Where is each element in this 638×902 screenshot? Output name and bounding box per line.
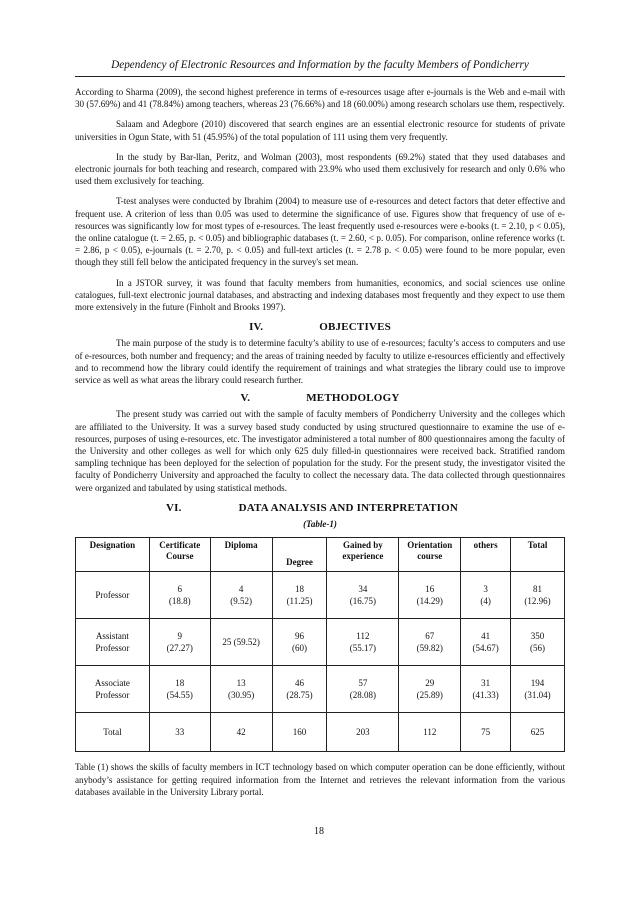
table-cell: 25 (59.52) <box>210 619 272 666</box>
header-certificate-course: Certificate Course <box>149 538 210 572</box>
heading-analysis-title: DATA ANALYSIS AND INTERPRETATION <box>238 501 459 514</box>
table-cell: 29 (25.89) <box>399 666 461 713</box>
paragraph-table-description: Table (1) shows the skills of faculty members in ICT technology based on which computer operation can be done efficiently, without anybody’s assistance for getting required information from the Internet and retrieves the relevant information from the various databases available in the University Library portal. <box>75 762 565 797</box>
heading-analysis-number: VI. <box>166 501 182 514</box>
cell-designation: Professor <box>76 572 150 619</box>
table-cell: 96 (60) <box>272 619 327 666</box>
table-caption: (Table-1) <box>303 519 337 530</box>
table-cell: 3 (4) <box>461 572 511 619</box>
running-header: Dependency of Electronic Resources and Information by the faculty Members of Pondicherry <box>111 59 529 71</box>
table-cell: 67 (59.82) <box>399 619 461 666</box>
paragraph-bar-ilan: In the study by Bar-llan, Peritz, and Wolman (2003), most respondents (69.2%) stated that they used databases and electronic journals for both teaching and research, compared with 23.9% who used them exclusively for research and only 0.6% who used them exclusively for teaching. <box>75 151 565 187</box>
table-cell: 13 (30.95) <box>210 666 272 713</box>
table-cell: 57 (28.08) <box>327 666 399 713</box>
heading-objectives-number: IV. <box>249 321 264 334</box>
table-cell: 18 (11.25) <box>272 572 327 619</box>
table-cell: 46 (28.75) <box>272 666 327 713</box>
table-cell: 16 (14.29) <box>399 572 461 619</box>
table-row <box>76 619 565 666</box>
table-cell: 42 <box>210 713 272 752</box>
cell-designation: Assistant Professor <box>76 619 150 666</box>
header-total: Total <box>511 538 565 572</box>
heading-methodology-number: V. <box>240 392 251 405</box>
table-cell: 31 (41.33) <box>461 666 511 713</box>
body-text <box>75 86 565 806</box>
heading-objectives-title: OBJECTIVES <box>319 321 391 334</box>
cell-designation: Total <box>76 713 150 752</box>
table-cell: 75 <box>461 713 511 752</box>
paragraph-ibrahim: T-test analyses were conducted by Ibrahim (2004) to measure use of e-resources and detect factors that deter effective and frequent use. A criterion of less than 0.05 was used to determine the significance of use. Figures show that frequency of use of e-resources was significantly low for most types of e-resources. The least frequently used e-resources were e-books (t. = 2.10, p < 0.05), the online catalogue (t. = 2.65, p. < 0.05) and bibliographic databases (t. = 2.60, < p. 0.05). For comparison, online reference works (t. = 2.86, p < 0.05), e-journals (t. = 2.70, p. < 0.05) and full-text articles (t. = 2.78 p. < 0.05) were found to be more popular, even though they still fell below the anticipated frequency in the survey's set mean. <box>75 196 565 268</box>
paragraph-methodology: The present study was carried out with the sample of faculty members of Pondicherry University and the colleges which are affiliated to the University. It was a survey based study conducted by using structured questionnaire to examine the use of e-resources, purposes of using e-resources, etc. The investigator administered a total number of 800 questionnaires among the faculty of the University and other colleges as well for which only 625 duly filled-in questionnaires were received back. Stratified random sampling technique has been deployed for the selection of population for the study. For the present study, the investigator visited the faculty of Pondicherry University and approached the faculty to collect the necessary data. The data collected through questionnaires were organized and tabulated by using statistical methods. <box>75 409 565 493</box>
heading-methodology-title: METHODOLOGY <box>306 392 400 405</box>
table-cell: 6 (18.8) <box>149 572 210 619</box>
table-cell: 203 <box>327 713 399 752</box>
heading-analysis <box>75 502 565 514</box>
table-cell: 350 (56) <box>511 619 565 666</box>
table-cell: 160 <box>272 713 327 752</box>
table-cell: 81 (12.96) <box>511 572 565 619</box>
data-table <box>75 537 565 752</box>
heading-objectives <box>75 321 565 333</box>
page-number: 18 <box>314 826 324 837</box>
table-body <box>76 572 565 752</box>
table-cell: 41 (54.67) <box>461 619 511 666</box>
table-cell: 4 (9.52) <box>210 572 272 619</box>
table-cell: 33 <box>149 713 210 752</box>
header-gained-by-experience: Gained by experience <box>327 538 399 572</box>
table-header-row <box>76 538 565 572</box>
paragraph-objectives: The main purpose of the study is to determine faculty’s ability to use of e-resources; faculty’s access to computers and use of e-resources, both number and frequency; and the areas of training needed by faculty to utilize e-resources efficiently and effectively and to recommend how the library could identify the requirement of trainings and what strategies the library could use to improve service as well as what areas the library could research further. <box>75 338 565 386</box>
header-rule <box>75 76 565 77</box>
table-row <box>76 666 565 713</box>
header-designation: Designation <box>76 538 150 572</box>
heading-methodology <box>75 392 565 404</box>
table-cell: 18 (54.55) <box>149 666 210 713</box>
header-degree: Degree <box>272 538 327 572</box>
table-cell: 112 <box>399 713 461 752</box>
table-cell: 9 (27.27) <box>149 619 210 666</box>
cell-designation: Associate Professor <box>76 666 150 713</box>
table-cell: 625 <box>511 713 565 752</box>
paragraph-salaam: Salaam and Adegbore (2010) discovered that search engines are an essential electronic resource for students of private universities in Ogun State, with 51 (45.95%) of the total population of 111 using them very frequently. <box>75 119 565 142</box>
table-cell: 34 (16.75) <box>327 572 399 619</box>
paragraph-jstor: In a JSTOR survey, it was found that faculty members from humanities, economics, and social sciences use online catalogues, full-text electronic journal databases, and abstracting and indexing databases most frequently and they expect to use them more extensively in the future (Finholt and Brooks 1997). <box>75 277 565 313</box>
header-diploma: Diploma <box>210 538 272 572</box>
header-orientation-course: Orientation course <box>399 538 461 572</box>
table-cell: 194 (31.04) <box>511 666 565 713</box>
paragraph-sharma: According to Sharma (2009), the second highest preference in terms of e-resources usage after e-journals is the Web and e-mail with 30 (57.69%) and 41 (78.84%) among teachers, whereas 23 (76.66%) and 18 (60.00%) among research scholars use them, respectively. <box>75 87 565 110</box>
header-others: others <box>461 538 511 572</box>
table-row <box>76 572 565 619</box>
table-cell: 112 (55.17) <box>327 619 399 666</box>
table-row <box>76 713 565 752</box>
